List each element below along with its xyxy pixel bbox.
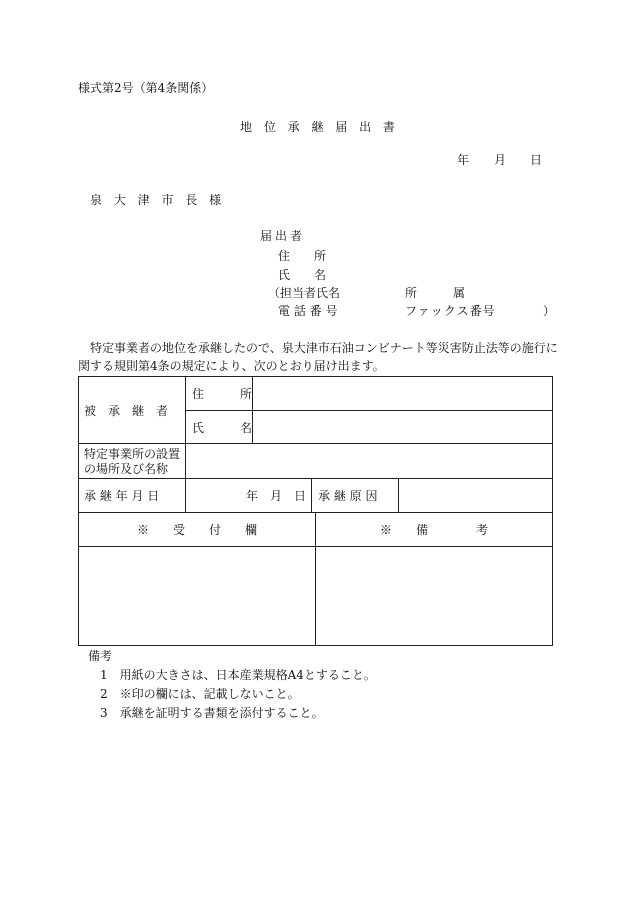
reception-header: ※ 受 付 欄: [136, 523, 257, 537]
addressee: 泉 大 津 市 長 様: [90, 193, 226, 207]
close-paren: ）: [543, 304, 556, 318]
contact-name-label: （担当者氏名: [268, 286, 341, 300]
paragraph-line-1: 特定事業者の地位を承継したので、泉大津市石油コンビナート等災害防止法等の施行に: [90, 341, 558, 355]
succession-reason-label: 承 継 原 因: [318, 489, 378, 503]
facility-field[interactable]: [186, 444, 552, 478]
date-day: 日: [530, 153, 543, 167]
predecessor-address-field[interactable]: [253, 377, 552, 410]
notifier-name-label: 氏 名: [278, 268, 327, 282]
predecessor-name-field[interactable]: [253, 411, 552, 443]
note-item: 3 承継を証明する書類を添付すること。: [100, 706, 324, 720]
note-item: 2 ※印の欄には、記載しないこと。: [100, 687, 300, 701]
date-year: 年: [457, 153, 470, 167]
predecessor-name-label: 氏 名: [192, 420, 253, 435]
predecessor-label: 被 承 継 者: [84, 403, 169, 418]
fax-label: ファックス番号: [405, 304, 496, 318]
predecessor-address-label: 住 所: [192, 387, 253, 401]
department-label: 所 属: [405, 286, 466, 300]
facility-label-line-2: の場所及び名称: [84, 462, 169, 476]
succession-reason-field[interactable]: [399, 479, 552, 512]
page-title: 地 位 承 継 届 出 書: [240, 120, 399, 134]
notifier-label: 届出者: [260, 229, 306, 243]
succession-date-label: 承 継 年 月 日: [84, 489, 160, 503]
remarks-header: ※ 備 考: [379, 523, 488, 537]
date-month: 月: [494, 153, 507, 167]
notes-title: 備考: [88, 649, 113, 663]
form-number: 様式第2号（第4条関係）: [78, 81, 214, 95]
paragraph-line-2: 関する規則第4条の規定により、次のとおり届け出ます。: [78, 359, 385, 373]
facility-label-line-1: 特定事業所の設置: [84, 447, 181, 461]
notifier-address-label: 住 所: [278, 249, 327, 263]
phone-label: 電 話 番 号: [278, 304, 338, 318]
succession-date-field[interactable]: 年 月 日: [245, 489, 306, 503]
note-item: 1 用紙の大きさは、日本産業規格A4とすること。: [100, 668, 376, 682]
